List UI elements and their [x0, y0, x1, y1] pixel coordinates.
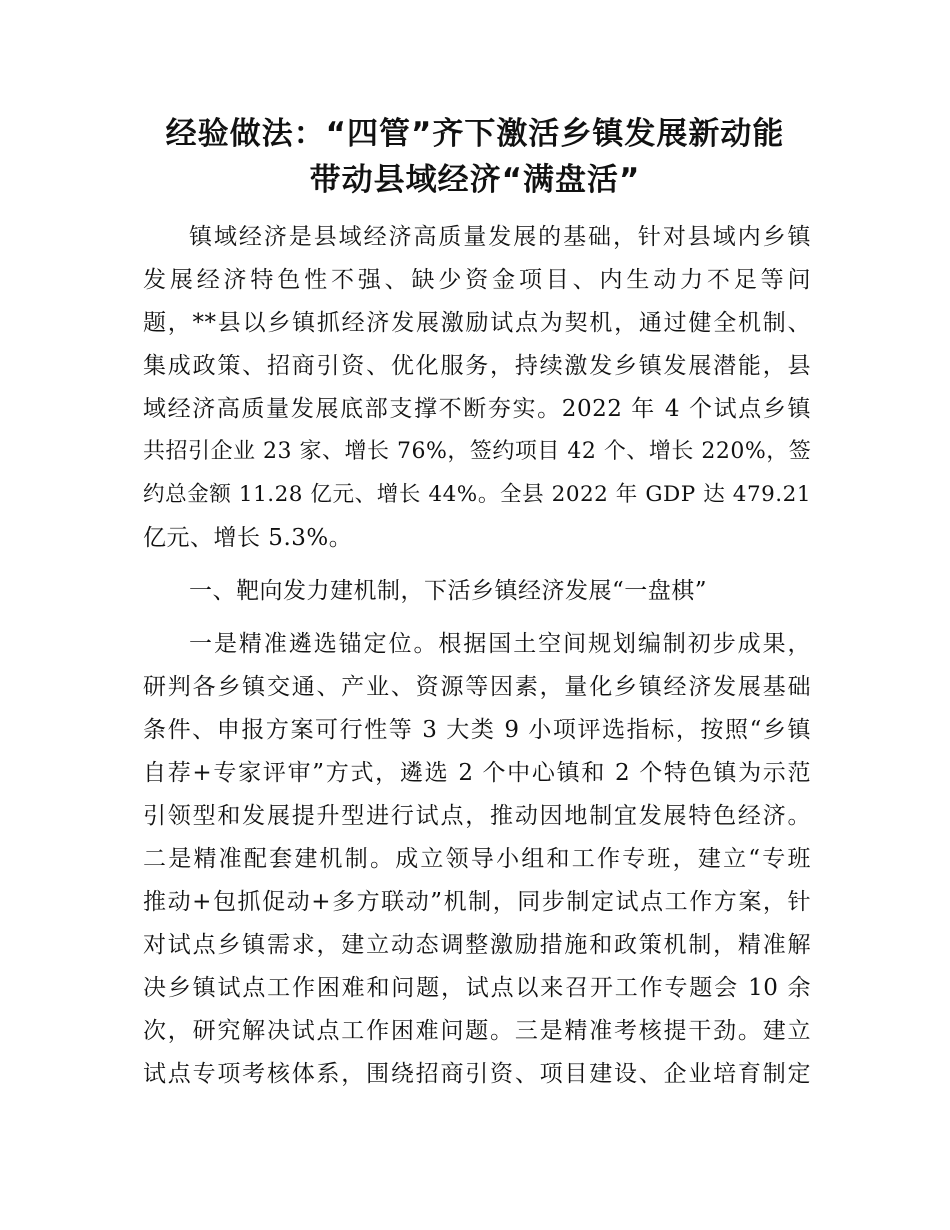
paragraph-1-line: 共招引企业 23 家、增长 76%，签约项目 42 个、增长 220%，签 [143, 439, 812, 464]
paragraph-2-line: 对试点乡镇需求，建立动态调整激励措施和政策机制，精准解 [143, 932, 811, 958]
paragraph-2-line: 试点专项考核体系，围绕招商引资、项目建设、企业培育制定 [143, 1061, 811, 1087]
paragraph-1-line: 镇域经济是县域经济高质量发展的基础，针对县域内乡镇 [189, 224, 811, 250]
paragraph-1-line: 题，**县以乡镇抓经济发展激励试点为契机，通过健全机制、 [143, 310, 811, 336]
document-title-line-2: 带动县域经济“满盘活” [309, 162, 641, 198]
section-1-heading: 一、靶向发力建机制，下活乡镇经济发展“一盘棋” [189, 578, 708, 604]
paragraph-2-line: 自荐+专家评审”方式，遴选 2 个中心镇和 2 个特色镇为示范 [143, 760, 811, 786]
paragraph-2-line: 一是精准遴选锚定位。根据国土空间规划编制初步成果， [189, 631, 811, 657]
paragraph-1-line: 发展经济特色性不强、缺少资金项目、内生动力不足等问 [143, 267, 811, 293]
paragraph-2-line: 决乡镇试点工作困难和问题，试点以来召开工作专题会 10 余 [143, 975, 811, 1001]
paragraph-1-line: 域经济高质量发展底部支撑不断夯实。2022 年 4 个试点乡镇 [143, 396, 811, 422]
paragraph-1-line: 亿元、增长 5.3%。 [143, 525, 353, 551]
paragraph-2-line: 引领型和发展提升型进行试点，推动因地制宜发展特色经济。 [143, 803, 811, 829]
document-title-line-1: 经验做法：“四管”齐下激活乡镇发展新动能 [165, 116, 785, 152]
paragraph-1-line: 约总金额 11.28 亿元、增长 44%。全县 2022 年 GDP 达 479.21 [143, 482, 811, 507]
paragraph-2-line: 条件、申报方案可行性等 3 大类 9 小项评选指标，按照“乡镇 [143, 717, 811, 743]
paragraph-2-line: 二是精准配套建机制。成立领导小组和工作专班，建立“专班 [143, 846, 811, 872]
paragraph-1-line: 集成政策、招商引资、优化服务，持续激发乡镇发展潜能，县 [143, 353, 811, 379]
paragraph-2-line: 次，研究解决试点工作困难问题。三是精准考核提干劲。建立 [143, 1018, 811, 1044]
paragraph-2-line: 推动+包抓促动+多方联动”机制，同步制定试点工作方案，针 [143, 889, 811, 915]
paragraph-2-line: 研判各乡镇交通、产业、资源等因素，量化乡镇经济发展基础 [143, 674, 811, 700]
